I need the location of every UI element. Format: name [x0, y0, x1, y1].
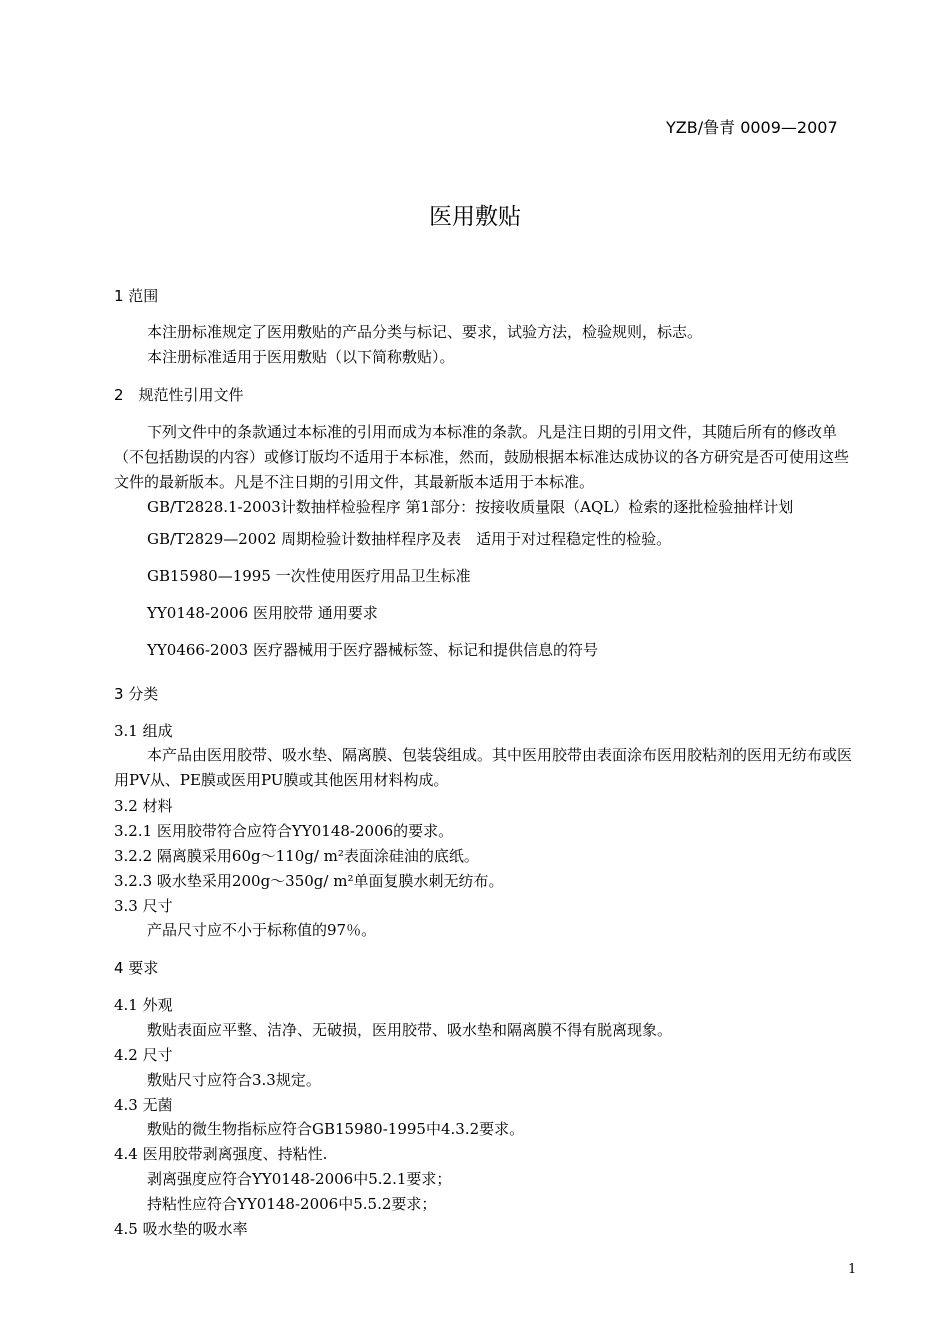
subsection-heading: 4.2 尺寸 [114, 1046, 173, 1064]
section-1-paragraph-2: 本注册标准适用于医用敷贴（以下简称敷贴）。 [147, 348, 455, 366]
section-4-1-paragraph: 敷贴表面应平整、洁净、无破损，医用胶带、吸水垫和隔离膜不得有脱离现象。 [147, 1021, 673, 1039]
section-3-3-paragraph: 产品尺寸应不小于标称值的97％。 [147, 921, 377, 939]
reference-item: YY0466-2003 医疗器械用于医疗器械标签、标记和提供信息的符号 [147, 641, 598, 659]
reference-item: GB/T2828.1-2003计数抽样检验程序 第1部分：按接收质量限（AQL）检索的逐批检验抽样计划 [147, 498, 794, 516]
subsection-heading: 4.4 医用胶带剥离强度、持粘性. [114, 1145, 328, 1163]
page-title: 医用敷贴 [429, 204, 521, 230]
section-3-1-paragraph: 本产品由医用胶带、吸水垫、隔离膜、包装袋组成。其中医用胶带由表面涂布医用胶粘剂的医用无纺布或医用PV从、PE膜或医用PU膜或其他医用材料构成。 [114, 746, 853, 789]
document-code: YZB/鲁青 0009—2007 [666, 118, 838, 137]
section-3-heading: 3 分类 [114, 685, 159, 703]
reference-item: YY0148-2006 医用胶带 通用要求 [147, 604, 378, 622]
section-4-3-paragraph: 敷贴的微生物指标应符合GB15980-1995中4.3.2要求。 [147, 1120, 525, 1138]
reference-item: GB15980—1995 一次性使用医疗用品卫生标准 [147, 567, 471, 585]
reference-item: GB/T2829—2002 周期检验计数抽样程序及表 适用于对过程稳定性的检验。 [147, 530, 672, 548]
section-1-paragraph-1: 本注册标准规定了医用敷贴的产品分类与标记、要求，试验方法，检验规则，标志。 [147, 323, 703, 341]
section-2-heading: 2 规范性引用文件 [114, 386, 244, 404]
section-4-2-paragraph: 敷贴尺寸应符合3.3规定。 [147, 1071, 321, 1089]
subsection-heading: 4.1 外观 [114, 996, 173, 1014]
page-number: 1 [848, 1262, 857, 1277]
subsection-heading: 4.5 吸水垫的吸水率 [114, 1220, 248, 1238]
section-4-heading: 4 要求 [114, 959, 159, 977]
section-2-intro: 下列文件中的条款通过本标准的引用而成为本标准的条款。凡是注日期的引用文件，其随后所有的修改单（不包括勘误的内容）或修订版均不适用于本标准，然而，鼓励根据本标准达成协议的各方研究是否可使用这些文件的最新版本。凡是不注日期的引用文件，其最新版本适用于本标准。 [114, 423, 850, 491]
subsection-heading: 3.1 组成 [114, 722, 173, 740]
section-1-heading: 1 范围 [114, 287, 159, 305]
subsection-heading: 4.3 无菌 [114, 1096, 173, 1114]
section-4-4-paragraph-2: 持粘性应符合YY0148-2006中5.5.2要求； [147, 1195, 437, 1213]
clause-3-2-3: 3.2.3 吸水垫采用200g～350g/ m²单面复膜水刺无纺布。 [114, 872, 504, 890]
subsection-heading: 3.2 材料 [114, 797, 173, 815]
section-4-4-paragraph-1: 剥离强度应符合YY0148-2006中5.2.1要求； [147, 1170, 452, 1188]
clause-3-2-2: 3.2.2 隔离膜采用60g～110g/ m²表面涂硅油的底纸。 [114, 847, 479, 865]
clause-3-2-1: 3.2.1 医用胶带符合应符合YY0148-2006的要求。 [114, 822, 454, 840]
subsection-heading: 3.3 尺寸 [114, 897, 173, 915]
